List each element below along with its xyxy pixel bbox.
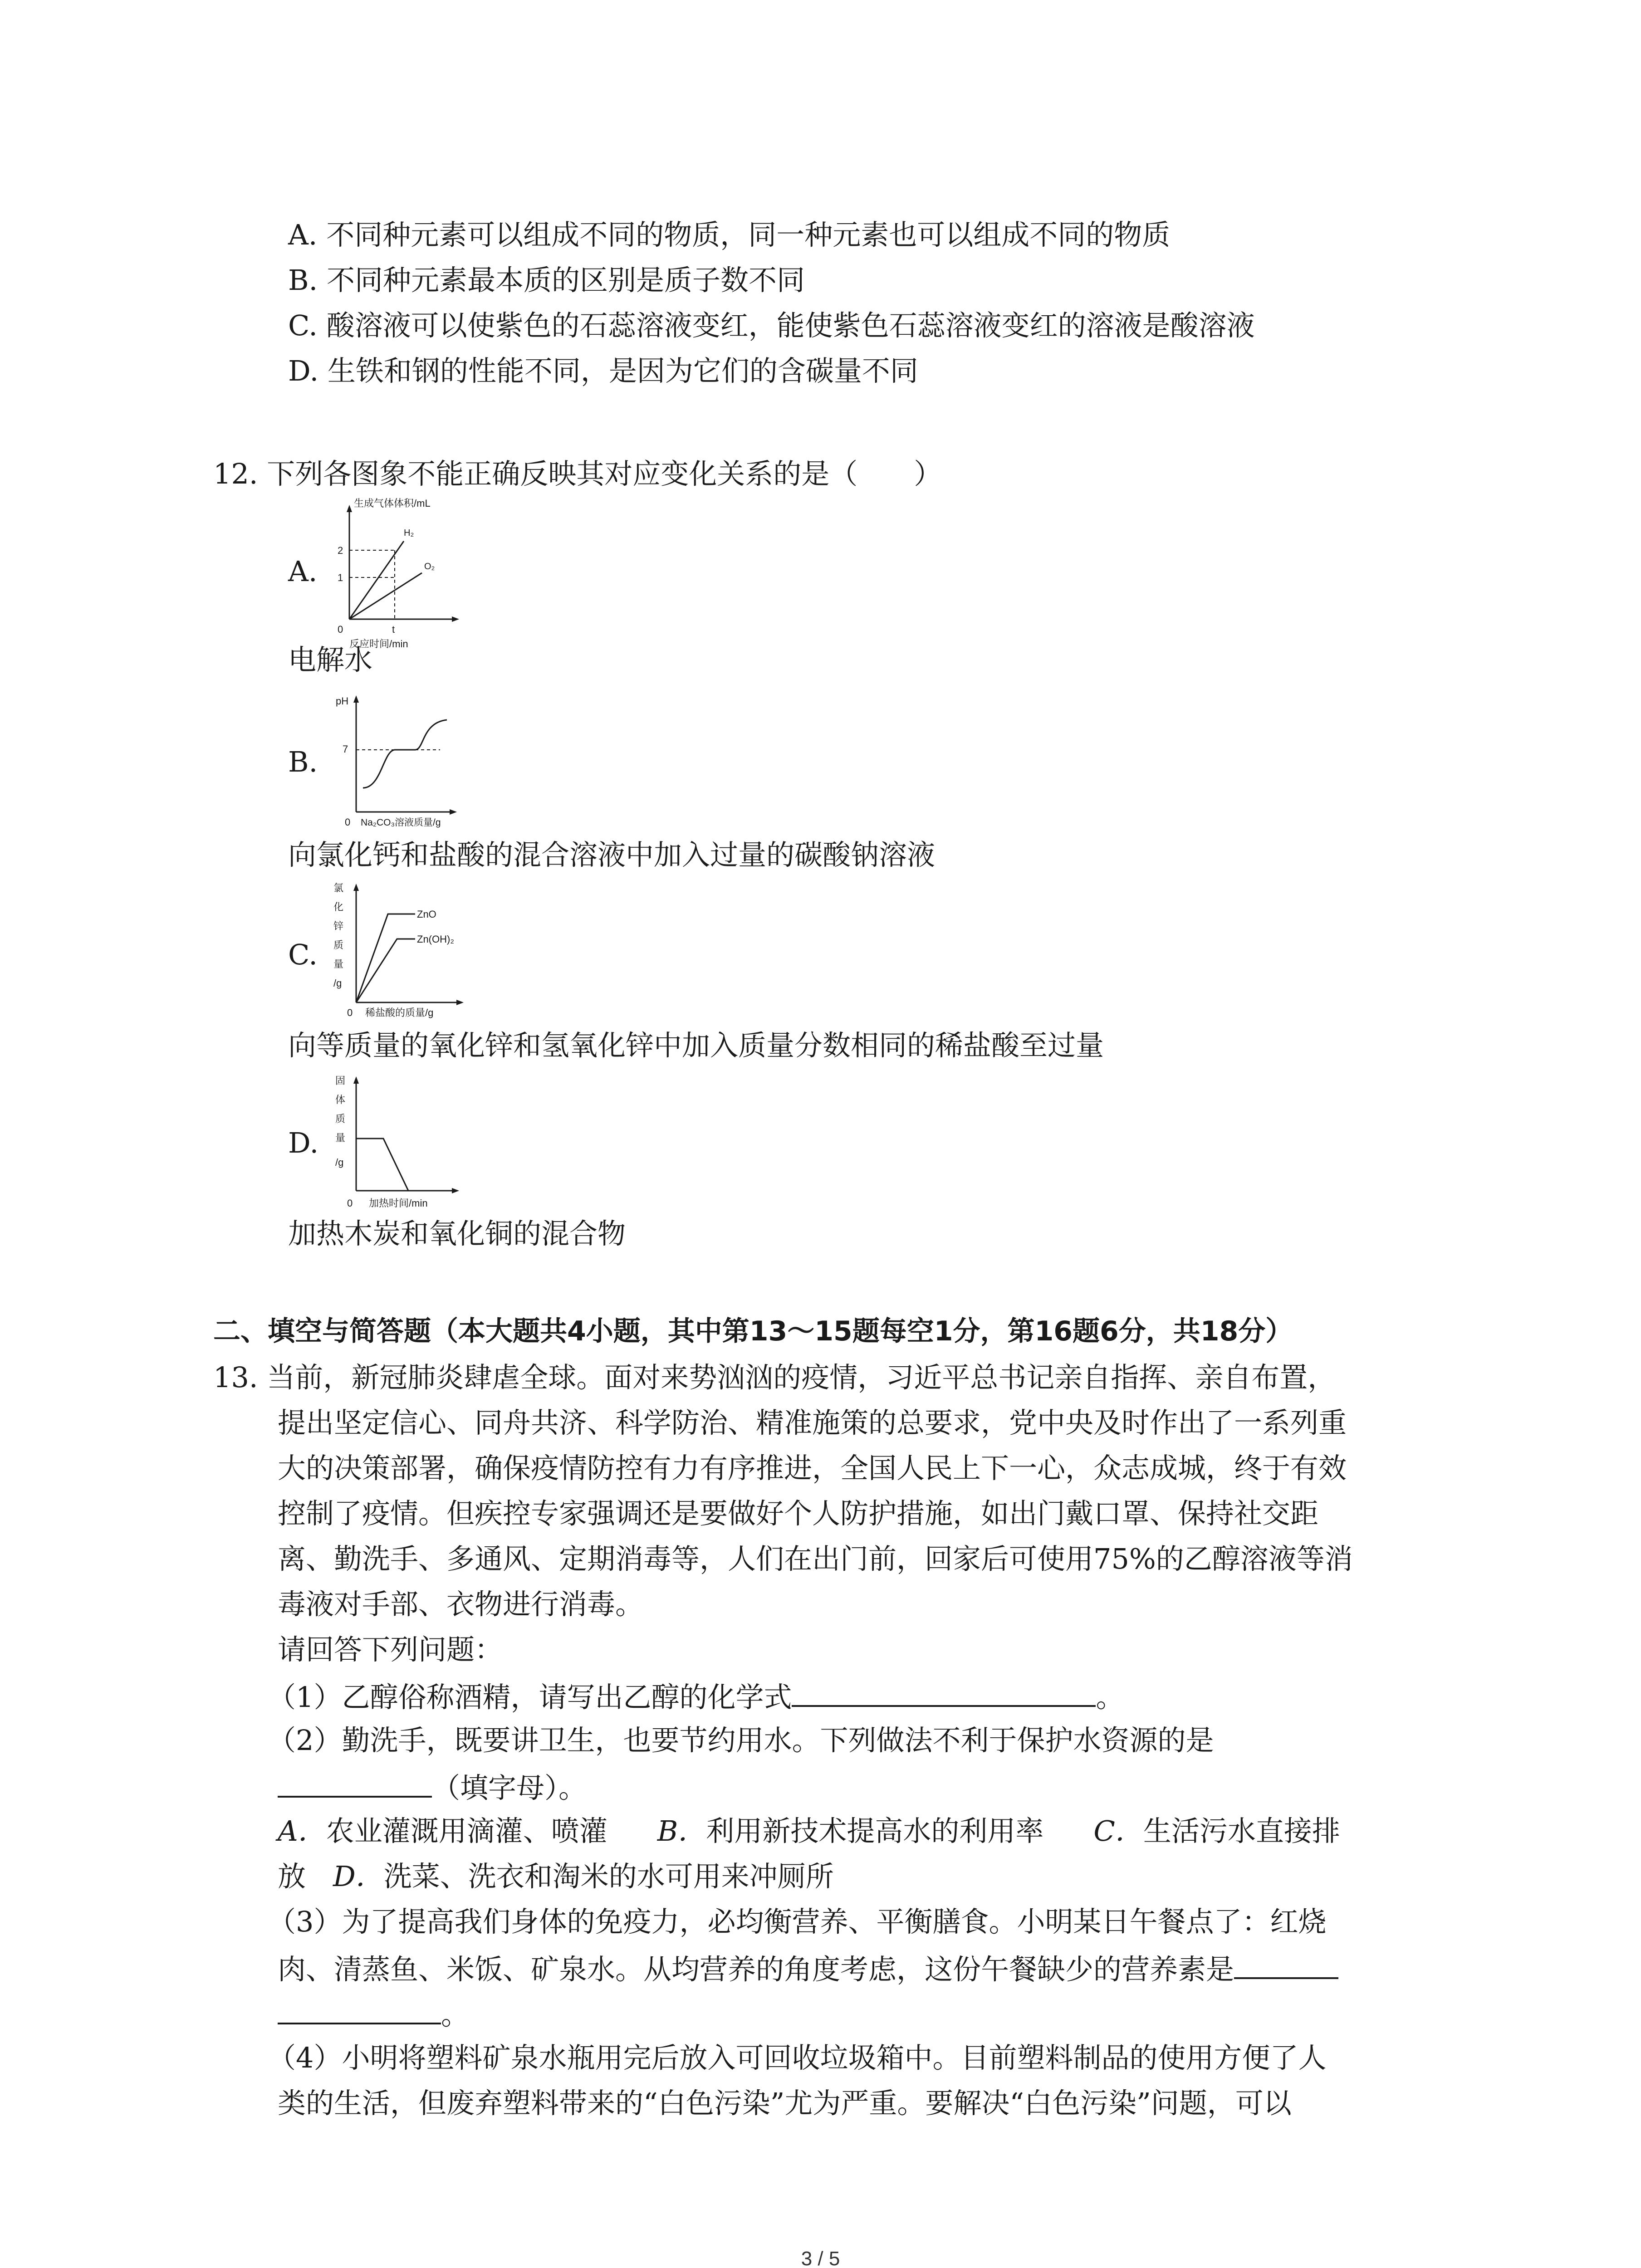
graph-c-ylabel-6: /g bbox=[333, 978, 342, 989]
q12-graph-d bbox=[329, 1070, 483, 1222]
graph-c-x-arrow bbox=[456, 1000, 464, 1005]
graph-b-xlabel: Na₂CO₃溶液质量/g bbox=[361, 817, 441, 828]
graph-d-line bbox=[356, 1139, 408, 1191]
graph-d-y-arrow bbox=[353, 1076, 359, 1084]
q13-prompt: 请回答下列问题： bbox=[278, 1633, 503, 1666]
q13-sub2-fill-line bbox=[278, 1768, 587, 1806]
graph-a-series-o2: O₂ bbox=[424, 562, 435, 572]
q13-sub2-opt-d: 洗菜、洗衣和淘米的水可用来冲厕所 bbox=[383, 1860, 834, 1893]
graph-b-y-arrow bbox=[353, 695, 359, 703]
graph-c-ylabel-4: 质 bbox=[333, 939, 344, 951]
graph-a-line-h2 bbox=[349, 541, 404, 619]
q13-sub2-opt-d-letter: D． bbox=[333, 1860, 384, 1893]
q11-option-d: D. 生铁和钢的性能不同，是因为它们的含碳量不同 bbox=[288, 354, 918, 387]
graph-c-svg bbox=[329, 878, 483, 1032]
q13-sub1-end: 。 bbox=[1096, 1681, 1124, 1714]
q13-sub1-answer-blank[interactable] bbox=[792, 1677, 1096, 1707]
graph-b-svg bbox=[331, 687, 485, 841]
q13-sub1 bbox=[268, 1677, 1124, 1716]
q13-sub3-cont bbox=[278, 1994, 469, 2033]
q13-sub2-options-line2 bbox=[278, 1858, 834, 1895]
q13-sub2-answer-blank[interactable] bbox=[278, 1768, 432, 1798]
graph-a-ytick-2: 2 bbox=[338, 545, 343, 556]
graph-d-xlabel: 加热时间/min bbox=[369, 1198, 428, 1209]
q11-option-c: C. 酸溶液可以使紫色的石蕊溶液变红，能使紫色石蕊溶液变红的溶液是酸溶液 bbox=[288, 309, 1255, 342]
graph-a-series-h2: H₂ bbox=[404, 528, 414, 538]
q12-stem: 12. 下列各图象不能正确反映其对应变化关系的是（ ） bbox=[213, 457, 942, 490]
graph-a-svg bbox=[331, 497, 476, 651]
q13-sub4-a: （4）小明将塑料矿泉水瓶用完后放入可回收垃圾箱中。目前塑料制品的使用方便了人 bbox=[268, 2041, 1327, 2074]
q11-option-a: A. 不同种元素可以组成不同的物质，同一种元素也可以组成不同的物质 bbox=[288, 218, 1171, 251]
q13-sub2-opt-c-letter: C． bbox=[1093, 1814, 1143, 1848]
page-number: 3 / 5 bbox=[801, 2248, 840, 2268]
graph-a-origin: 0 bbox=[338, 624, 343, 635]
q13-sub3-answer-blank-1[interactable] bbox=[1234, 1949, 1338, 1979]
q13-sub2: （2）勤洗手，既要讲卫生，也要节约用水。下列做法不利于保护水资源的是 bbox=[268, 1724, 1214, 1757]
q12-d-caption: 加热木炭和氧化铜的混合物 bbox=[288, 1217, 626, 1250]
graph-c-series-znoh2: Zn(OH)₂ bbox=[417, 934, 454, 945]
q13-p4: 控制了疫情。但疾控专家强调还是要做好个人防护措施，如出门戴口罩、保持社交距 bbox=[278, 1497, 1319, 1530]
q13-sub2-options-line1 bbox=[278, 1813, 1340, 1849]
graph-b-ytick-7: 7 bbox=[343, 743, 348, 755]
q12-d-label: D. bbox=[288, 1126, 319, 1159]
q12-graph-b bbox=[331, 687, 485, 843]
q13-sub2-opt-c: 生活污水直接排 bbox=[1143, 1814, 1340, 1848]
q12-b-caption: 向氯化钙和盐酸的混合溶液中加入过量的碳酸钠溶液 bbox=[288, 838, 936, 871]
q12-c-label: C. bbox=[288, 938, 318, 971]
q12-c-caption: 向等质量的氧化锌和氢氧化锌中加入质量分数相同的稀盐酸至过量 bbox=[288, 1029, 1104, 1062]
graph-c-xlabel: 稀盐酸的质量/g bbox=[365, 1007, 434, 1018]
graph-a-ytick-1: 1 bbox=[338, 572, 343, 583]
q13-sub3-end: 。 bbox=[441, 1998, 470, 2031]
graph-d-ylabel-3: 质 bbox=[335, 1113, 346, 1124]
graph-b-ylabel: pH bbox=[336, 695, 349, 707]
q13-p5: 离、勤洗手、多通风、定期消毒等，人们在出门前，回家后可使用75%的乙醇溶液等消 bbox=[278, 1542, 1353, 1575]
q12-graph-a bbox=[331, 497, 476, 653]
graph-d-x-arrow bbox=[452, 1188, 459, 1193]
q13-sub3-a: （3）为了提高我们身体的免疫力，必均衡营养、平衡膳食。小明某日午餐点了：红烧 bbox=[268, 1905, 1327, 1938]
q13-sub2-fill-text: （填字母）。 bbox=[432, 1771, 587, 1804]
q13-p1: 13. 当前，新冠肺炎肆虐全球。面对来势汹汹的疫情，习近平总书记亲自指挥、亲自布置， bbox=[213, 1361, 1336, 1394]
q12-a-caption: 电解水 bbox=[288, 643, 373, 676]
graph-d-ylabel-5: /g bbox=[335, 1157, 344, 1168]
graph-c-ylabel-2: 化 bbox=[333, 901, 344, 913]
graph-c-ylabel-3: 锌 bbox=[333, 920, 344, 932]
q13-sub3-answer-blank-2[interactable] bbox=[278, 1994, 441, 2024]
graph-a-y-arrow bbox=[347, 505, 352, 512]
graph-d-origin: 0 bbox=[347, 1198, 353, 1209]
q13-sub2-opt-a: 农业灌溉用滴灌、喷灌 bbox=[326, 1814, 607, 1848]
q13-p6: 毒液对手部、衣物进行消毒。 bbox=[278, 1588, 644, 1621]
graph-a-line-o2 bbox=[349, 573, 422, 619]
q13-sub1-text: （1）乙醇俗称酒精，请写出乙醇的化学式 bbox=[268, 1681, 792, 1714]
q12-a-label: A. bbox=[288, 555, 318, 588]
graph-c-line-znoh2 bbox=[356, 939, 415, 1002]
q13-sub4-b: 类的生活，但废弃塑料带来的“白色污染”尤为严重。要解决“白色污染”问题，可以 bbox=[278, 2087, 1292, 2120]
q13-sub3-b-text: 肉、清蒸鱼、米饭、矿泉水。从均营养的角度考虑，这份午餐缺少的营养素是 bbox=[278, 1953, 1234, 1986]
section2-heading: 二、填空与简答题（本大题共4小题，其中第13～15题每空1分，第16题6分，共18分） bbox=[213, 1315, 1293, 1347]
graph-b-origin: 0 bbox=[345, 816, 351, 828]
q13-sub3-b bbox=[278, 1949, 1338, 1988]
q12-graph-c bbox=[329, 878, 483, 1034]
graph-b-curve bbox=[363, 720, 447, 788]
graph-c-series-zno: ZnO bbox=[417, 909, 436, 920]
graph-a-x-arrow bbox=[452, 616, 459, 622]
q13-sub2-opt-c2: 放 bbox=[278, 1860, 306, 1893]
graph-d-ylabel-4: 量 bbox=[335, 1132, 346, 1144]
graph-d-ylabel-2: 体 bbox=[335, 1094, 346, 1105]
graph-c-ylabel-1: 氯 bbox=[333, 882, 344, 894]
graph-a-ylabel: 生成气体体积/mL bbox=[354, 498, 431, 509]
graph-a-xlabel: 反应时间/min bbox=[349, 638, 408, 650]
q13-sub2-opt-a-letter: A． bbox=[278, 1814, 326, 1848]
graph-c-y-arrow bbox=[353, 884, 359, 891]
graph-d-ylabel-1: 固 bbox=[335, 1075, 346, 1086]
q13-p2: 提出坚定信心、同舟共济、科学防治、精准施策的总要求，党中央及时作出了一系列重 bbox=[278, 1406, 1347, 1439]
graph-c-ylabel-5: 量 bbox=[333, 958, 344, 970]
graph-a-xtick-t: t bbox=[392, 624, 395, 635]
q13-sub2-opt-b-letter: B． bbox=[657, 1814, 706, 1848]
q11-option-b: B. 不同种元素最本质的区别是质子数不同 bbox=[288, 264, 805, 297]
graph-b-x-arrow bbox=[450, 809, 457, 815]
graph-d-svg bbox=[329, 1070, 483, 1220]
q12-b-label: B. bbox=[288, 745, 318, 778]
graph-c-origin: 0 bbox=[347, 1007, 353, 1018]
q13-sub2-opt-b: 利用新技术提高水的利用率 bbox=[706, 1814, 1044, 1848]
q13-p3: 大的决策部署，确保疫情防控有力有序推进，全国人民上下一心，众志成城，终于有效 bbox=[278, 1452, 1347, 1485]
